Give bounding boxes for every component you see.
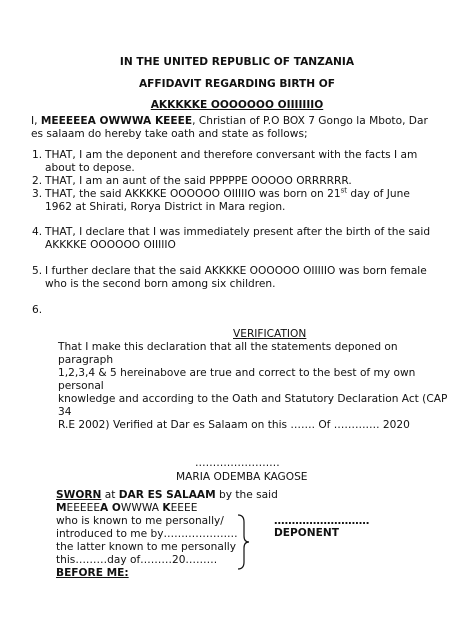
sworn-label: SWORN [56,489,102,501]
name-part: K [162,502,171,514]
jurat-at: at [101,489,119,501]
item-line: THAT, I am the deponent and therefore conversant with the facts I am [45,149,418,161]
verification-line: That I make this declaration that all the statements deponed on paragraph [58,341,398,366]
item-number: 4. [32,226,43,238]
header-subject-name [0,99,474,112]
item-line [45,188,445,201]
brace-icon [236,514,250,570]
verification-title [233,328,306,341]
subject-name: AKKKKKE OOOOOOO OIIIIIIIO [150,99,324,111]
jurat-place: DAR ES SALAAM [118,489,216,501]
verification-line: R.E 2002) [58,419,110,431]
header-country: IN THE UNITED REPUBLIC OF TANZANIA [119,56,355,68]
header-affidavit-title: AFFIDAVIT REGARDING BIRTH OF [138,78,336,90]
jurat-line-1 [56,489,296,502]
intro-line-1-rest: , Christian of P.O BOX 7 Gongo la Mboto, Dar [192,115,428,127]
item-line: who is the second born among six children. [45,278,276,290]
deponent-label: DEPONENT [274,527,339,539]
item-line: about to depose. [45,162,135,174]
signatory-name: MARIA ODEMBA KAGOSE [176,471,308,483]
name-part: A O [100,502,121,514]
verification-line: knowledge and according to the Oath and Statutory Declaration Act (CAP 34 [58,393,448,418]
before-me-label: BEFORE ME: [56,567,129,579]
jurat-line-4: introduced to me by………………… [56,528,238,540]
ordinal-suffix: st [340,186,347,195]
intro-line-1 [31,115,451,128]
name-part: WWWA [120,502,163,514]
jurat-line-5: the latter known to me personally [56,541,236,553]
verified-at-line: Verified at Dar es Salaam on this ……. Of …………. 2020 [113,419,410,431]
item-line-part: THAT, the said AKKKKE OOOOOO OIIIIIO was born on 21 [45,188,341,200]
item-number: 5. [32,265,43,277]
verification-title-text: VERIFICATION [233,328,307,340]
item-line: AKKKKE OOOOOO OIIIIIO [45,239,176,251]
item-number: 3. [32,188,43,200]
item-line: THAT, I am an aunt of the said PPPPPE OOOOO ORRRRRR. [45,175,352,187]
item-line-part: day of June [346,188,410,200]
name-part: EEEE [170,502,198,514]
item-line: THAT, I declare that I was immediately present after the birth of the said [45,226,431,238]
signature-dots: …………………… [195,457,280,469]
intro-prefix: I, [31,115,41,127]
deponent-signature-dots: ……………………… [274,515,370,527]
item-number: 6. [32,304,43,316]
deponent-name: MEEEEEA OWWWA KEEEE [40,115,193,127]
verification-line: 1,2,3,4 & 5 hereinabove are true and correct to the best of my own personal [58,367,416,392]
item-number: 1. [32,149,43,161]
item-line: 1962 at Shirati, Rorya District in Mara region. [45,201,286,213]
name-part: M [56,502,67,514]
item-number: 2. [32,175,43,187]
intro-line-2: es salaam do hereby take oath and state as follows; [31,128,308,140]
intro-paragraph [31,115,451,141]
jurat-line-6: this………day of………20……… [56,554,218,566]
jurat-by: by the said [215,489,278,501]
jurat-deponent-name [56,502,296,515]
item-line: I further declare that the said AKKKKE OOOOOO OIIIIIO was born female [45,265,427,277]
jurat-line-3: who is known to me personally/ [56,515,224,527]
jurat-block [56,489,296,580]
name-part: EEEEE [66,502,101,514]
